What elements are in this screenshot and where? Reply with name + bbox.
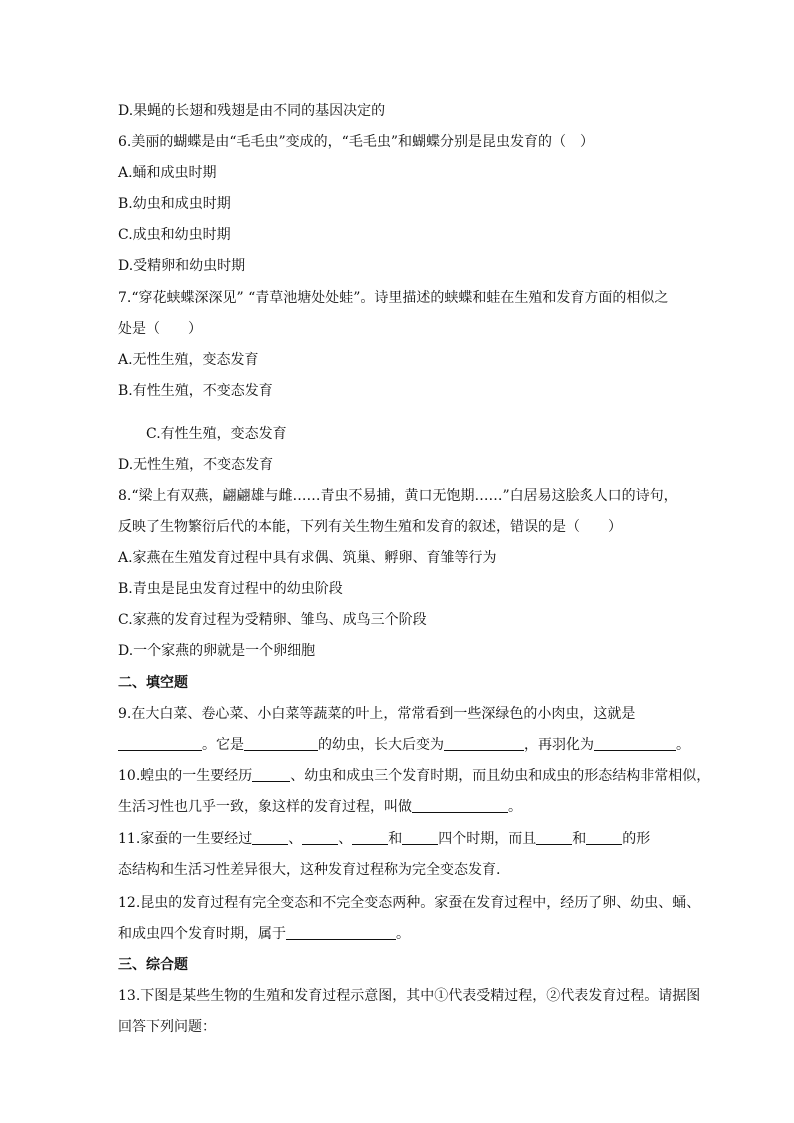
question-11-line1 [118,829,650,849]
option-b-q8: B.青虫是昆虫发育过程中的幼虫阶段 [118,581,343,597]
option-a-q8: A.家燕在生殖发育过程中具有求偶、筑巢、孵卵、育雏等行为 [118,550,497,566]
text-run: 。它是 [202,737,244,753]
question-11-line2: 态结构和生活习性差异很大，这种发育过程称为完全变态发育. [118,862,501,878]
text-run: 。 [396,926,410,942]
answer-blank[interactable] [302,830,338,845]
text-run: 11.家蚕的一生要经过 [118,831,253,847]
option-d-q6: D.受精卵和幼虫时期 [118,258,246,274]
option-a-q6: A.蛹和成虫时期 [118,165,217,181]
text-run: 的幼虫，长大后变为 [318,737,444,753]
option-c-q6: C.成虫和幼虫时期 [118,227,231,243]
option-d-q7: D.无性生殖，不变态发育 [118,457,274,473]
text-run: 、 [288,831,303,847]
question-9-line2 [118,735,690,755]
question-7-line1: 7.“穿花蛱蝶深深见” “青草池塘处处蛙”。诗里描述的蛱蝶和蛙在生殖和发育方面的相似之 [118,290,669,306]
text-run: ，再羽化为 [524,737,594,753]
answer-blank[interactable] [252,830,288,845]
option-d-q8: D.一个家燕的卵就是一个卵细胞 [118,643,316,659]
text-run: 。 [676,737,690,753]
text-run: 四个时期，而且 [438,831,537,847]
question-9-line1: 9.在大白菜、卷心菜、小白菜等蔬菜的叶上，常常看到一些深绿色的小肉虫，这就是 [118,706,636,722]
answer-blank[interactable] [536,830,572,845]
text-run: 和成虫四个发育时期，属于 [118,926,286,942]
text-run: 。 [508,799,522,815]
answer-blank[interactable] [352,830,388,845]
question-10-line2 [118,797,522,817]
question-13-line1: 13.下图是某些生物的生殖和发育过程示意图，其中①代表受精过程，②代表发育过程。请据图 [118,988,701,1004]
section-heading-fill-blank: 二、填空题 [118,675,188,691]
question-10-line1 [118,766,710,786]
answer-blank[interactable] [118,736,202,751]
question-13-line2: 回答下列问题： [118,1019,216,1035]
answer-blank[interactable] [402,830,438,845]
question-7-line2: 处是（ ） [118,321,202,337]
section-heading-comprehensive: 三、综合题 [118,957,188,973]
answer-blank[interactable] [594,736,676,751]
answer-blank[interactable] [244,736,318,751]
question-6: 6.美丽的蝴蝶是由“毛毛虫”变成的，“毛毛虫”和蝴蝶分别是昆虫发育的（ ） [118,134,594,150]
option-c-q8: C.家燕的发育过程为受精卵、雏鸟、成鸟三个阶段 [118,612,427,628]
option-a-q7: A.无性生殖，变态发育 [118,352,259,368]
question-8-line1: 8.“梁上有双燕，翩翩雄与雌……青虫不易捕，黄口无饱期……”白居易这脍炙人口的诗句， [118,488,678,504]
text-run: 10.蝗虫的一生要经历 [118,768,253,784]
answer-blank[interactable] [286,925,396,940]
answer-blank[interactable] [252,767,290,782]
answer-blank[interactable] [586,830,622,845]
text-run: 和 [388,831,403,847]
option-c-q7: C.有性生殖，变态发育 [146,426,287,442]
question-8-line2: 反映了生物繁衍后代的本能，下列有关生物生殖和发育的叙述，错误的是（ ） [118,519,622,535]
text-run: 、幼虫和成虫三个发育时期，而且幼虫和成虫的形态结构非常相似， [290,768,711,784]
question-12-line2 [118,924,410,944]
option-b-q6: B.幼虫和成虫时期 [118,196,231,212]
answer-blank[interactable] [412,798,508,813]
question-12-line1: 12.昆虫的发育过程有完全变态和不完全变态两种。家蚕在发育过程中，经历了卵、幼虫、蛹、 [118,895,701,911]
text-run: 和 [572,831,587,847]
text-run: 的形 [622,831,651,847]
answer-blank[interactable] [444,736,524,751]
text-run: 生活习性也几乎一致，象这样的发育过程，叫做 [118,799,412,815]
text-run: 、 [338,831,353,847]
option-d-q5: D.果蝇的长翅和残翅是由不同的基因决定的 [118,103,386,119]
option-b-q7: B.有性生殖，不变态发育 [118,383,273,399]
